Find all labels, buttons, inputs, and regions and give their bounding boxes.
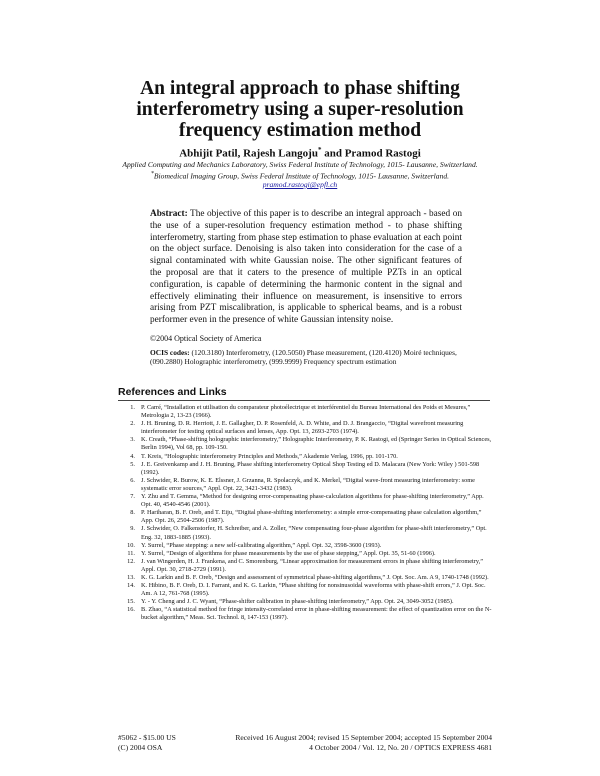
title-line: frequency estimation method <box>178 120 422 141</box>
reference-number: 1. <box>130 404 135 411</box>
reference-text: Y. Surrel, “Design of algorithms for phase measurements by the use of phase stepping,” Appl. Opt. 35, 51-60 (1996). <box>141 549 436 557</box>
abstract-text: The objective of this paper is to describe an integral approach - based on the use of a super-resolution frequency estimation method - to phase shifting interferometry, starting from phase step estimation to phase evaluation at each point on the object surface. Denoising is also taken into consideration for the case of a signal contaminated with white Gaussian noise. The other significant features of the proposal are that it caters to the presence of multiple PZTs in an optical configuration, is capable of determining the harmonic content in the signal and effectively eliminating their influence on measurement, is insensitive to errors arising from PZT miscalibration, is applicable to spherical beams, and is a robust performer even in the presence of white Gaussian intensity noise. <box>150 209 462 326</box>
reference-number: 10. <box>127 541 135 549</box>
author-list <box>60 146 540 160</box>
reference-number: 12. <box>127 557 135 565</box>
reference-item <box>118 509 492 525</box>
reference-number: 4. <box>130 452 135 460</box>
reference-text: J. Schwider, R. Burow, K. E. Elssner, J. Grzanna, R. Spolaczyk, and K. Merkel, “Digital wave-front measuring interferometry: some systematic error sources,” Appl. Opt. 22, 3421-3432 (1983). <box>141 476 475 492</box>
abstract-label: Abstract: <box>150 209 188 219</box>
reference-number: 7. <box>130 493 135 501</box>
footer-copyright: (C) 2004 OSA <box>118 743 163 752</box>
ocis-text: (120.3180) Interferometry, (120.5050) Phase measurement, (120.4120) Moiré techniques, (090.2880) Holographic interferometry, (999.9999) Frequency spectrum estimation <box>150 348 457 367</box>
affiliation-2-text: Biomedical Imaging Group, Swiss Federal Institute of Technology, 1015- Lausanne, Switzerland. <box>153 171 450 181</box>
reference-number: 2. <box>130 420 135 428</box>
footer-right <box>235 733 492 753</box>
abstract <box>150 209 462 327</box>
reference-text: J. Schwider, O. Falkenstorfer, H. Schreiber, and A. Zoller, “New compensating four-phase algorithm for phase-shift interferometry,” Opt. Eng. 32, 1883-1885 (1993). <box>141 525 487 541</box>
email-link[interactable]: pramod.rastogi@epfl.ch <box>262 180 338 189</box>
reference-item <box>118 582 492 598</box>
affiliation-marker: * <box>150 171 154 177</box>
references-list <box>118 404 492 623</box>
footer-received: Received 16 August 2004; revised 15 September 2004; accepted 15 September 2004 <box>235 733 492 742</box>
footer-issue: 4 October 2004 / Vol. 12, No. 20 / OPTICS EXPRESS 4681 <box>309 743 492 752</box>
reference-text: K. Creath, “Phase-shifting holographic interferometry,” Holographic Interferometry, P. K. Rastogi, ed (Springer Series in Optical Sciences, Berlin 1994), Vol 68, pp. 109-150. <box>141 436 492 452</box>
reference-text: K. Hibino, B. F. Oreb, D. I. Farrant, and K. G. Larkin, “Phase shifting for nonsinusoidal waveforms with phase-shift errors,” J. Opt. Soc. Am. A 12, 761-768 (1995). <box>141 582 486 598</box>
reference-text: B. Zhao, “A statistical method for fringe intensity-correlated error in phase-shifting measurement: the effect of quantization error on the N-bucket algorithm,” Meas. Sci. Technol. 8, 147-153 (1997). <box>141 606 492 622</box>
reference-text: J. van Wingerden, H. J. Frankena, and C. Smorenburg, “Linear approximation for measurement errors in phase shifting interferometry,” Appl. Opt. 30, 2718-2729 (1991). <box>141 557 484 573</box>
reference-number: 3. <box>130 436 135 444</box>
title-line: interferometry using a super-resolution <box>136 99 464 120</box>
references-heading: References and Links <box>118 386 227 398</box>
reference-item <box>118 542 492 550</box>
author-marker: * <box>317 146 322 154</box>
reference-item <box>118 558 492 574</box>
reference-text: K. G. Larkin and B. F. Oreb, “Design and assessment of symmetrical phase-shifting algorithms,” J. Opt. Soc. Am. A 9, 1740-1748 (1992). <box>141 573 489 581</box>
reference-item <box>118 493 492 509</box>
reference-number: 16. <box>127 606 135 614</box>
reference-number: 13. <box>127 573 135 581</box>
reference-text: Y. Zhu and T. Gemma, “Method for designing error-compensating phase-calculation algorithms for phase-shifting interferometry,” App. Opt. 40, 4540-4546 (2001). <box>141 493 484 509</box>
title-line: An integral approach to phase shifting <box>140 78 460 99</box>
affiliation-2 <box>40 170 560 181</box>
authors-text-tail: and Pramod Rastogi <box>321 147 421 160</box>
paper-title <box>60 78 540 141</box>
reference-item <box>118 436 492 452</box>
reference-text: J. E. Greivenkamp and J. H. Bruning, Phase shifting interferometry Optical Shop Testing ed D. Malacara (New York: Wiley ) 501-598 (1992). <box>141 460 480 476</box>
reference-text: P. Hariharan, B. F. Oreb, and T. Eiju, “Digital phase-shifting interferometry: a simple error-compensating phase calculation algorithm,” App. Opt. 26, 2504-2506 (1987). <box>141 509 482 525</box>
reference-item <box>118 598 492 606</box>
ocis-label: OCIS codes: <box>150 348 190 357</box>
reference-item <box>118 420 492 436</box>
reference-number: 6. <box>130 476 135 484</box>
reference-item <box>118 461 492 477</box>
reference-text: T. Kreis, “Holographic interferometry Principles and Methods,” Akademie Verlag, 1996, pp. 101-170. <box>141 452 398 460</box>
reference-item <box>118 550 492 558</box>
reference-text: Y. Surrel, “Phase stepping: a new self-calibrating algorithm,” Appl. Opt. 32, 3598-3600 (1993). <box>141 541 382 549</box>
reference-item <box>118 574 492 582</box>
reference-item <box>118 477 492 493</box>
reference-item <box>118 453 492 461</box>
reference-number: 15. <box>127 598 135 606</box>
footer-left <box>118 733 176 753</box>
ocis-codes <box>150 348 462 366</box>
reference-text: P. Carré, “Installation et utilisation du comparateur photoélectrique et interférentiel du Bureau International des Poids et Mesures,” Metrologia 2, 13-23 (1966). <box>141 404 471 420</box>
reference-number: 9. <box>130 525 135 533</box>
contact-email <box>40 180 560 189</box>
reference-number: 8. <box>130 509 135 517</box>
reference-item <box>118 525 492 541</box>
reference-number: 5. <box>130 460 135 468</box>
references-divider <box>118 400 490 401</box>
reference-item <box>118 606 492 622</box>
affiliation-1: Applied Computing and Mechanics Laboratory, Swiss Federal Institute of Technology, 1015- Lausanne, Switzerland. <box>122 160 478 169</box>
reference-number: 14. <box>127 582 135 590</box>
reference-text: J. H. Bruning, D. R. Herriott, J. E. Gallagher, D. P. Rosenfeld, A. D. White, and D. J. Brangaccio, “Digital wavefront measuring interferometer for testing optical surfaces and lenses, App. Opt. 13, 2693-2703 (1974). <box>141 420 464 436</box>
reference-number: 11. <box>127 549 135 557</box>
reference-text: Y. - Y. Cheng and J. C. Wyant, “Phase-shifter calibration in phase-shifting interferometry,” App. Opt. 24, 3049-3052 (1985). <box>141 598 454 606</box>
copyright-line: ©2004 Optical Society of America <box>150 334 262 343</box>
authors-text: Abhijit Patil, Rajesh Langoju <box>179 147 318 160</box>
reference-item <box>118 404 492 420</box>
footer-id-price: #5062 - $15.00 US <box>118 733 176 742</box>
